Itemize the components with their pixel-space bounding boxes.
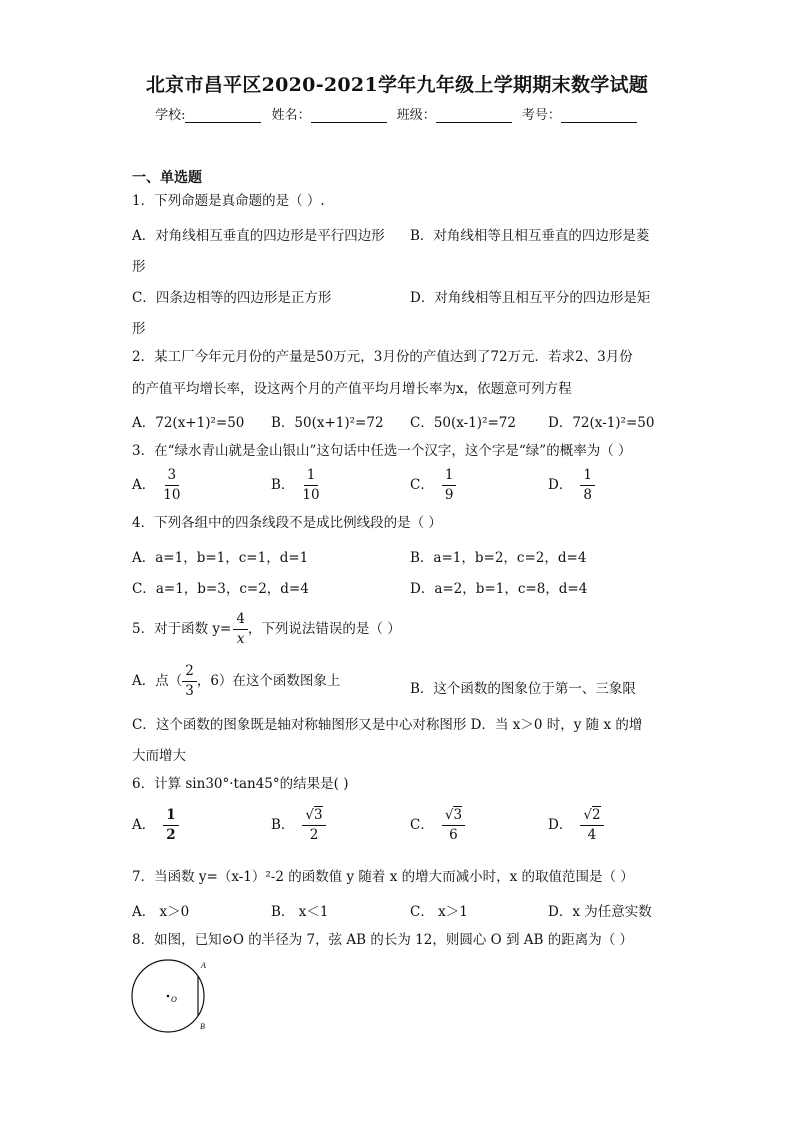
- school-label: 学校:: [155, 108, 186, 123]
- q3-a-num: 3: [165, 468, 180, 486]
- q2-option-c: C．50(x-1)²=72: [410, 415, 516, 431]
- q3-d-num: 1: [580, 468, 595, 486]
- circle-figure: [128, 958, 214, 1036]
- q5-a-pre: A．点（: [132, 673, 183, 689]
- q5-a-post: ，6）在这个函数图象上: [196, 673, 341, 689]
- q3-option-d: [548, 468, 595, 503]
- q5-option-b: B．这个函数的图象位于第一、三象限: [410, 681, 636, 697]
- label-b: B: [200, 1022, 205, 1031]
- q6-option-a: [132, 808, 179, 843]
- exam-no-blank[interactable]: [561, 108, 637, 123]
- q6-c-den: 6: [449, 827, 458, 843]
- q3-a-den: 10: [163, 487, 181, 503]
- q6-b-fraction: [302, 808, 325, 843]
- label-a: A: [201, 961, 206, 970]
- q2-option-d: D．72(x-1)²=50: [548, 415, 655, 431]
- q5-a-fraction: [182, 664, 197, 699]
- q1-option-a: A．对角线相互垂直的四边形是平行四边形: [132, 228, 385, 244]
- q6-d-label: D．: [548, 817, 573, 833]
- q3-d-fraction: [580, 468, 595, 503]
- label-o: O: [171, 995, 177, 1004]
- q6-b-radicand: 3: [314, 807, 323, 823]
- q5-stem: [132, 612, 401, 647]
- q6-b-sqrt-icon: √: [305, 807, 315, 823]
- q1-stem: 1．下列命题是真命题的是（ ）.: [132, 193, 325, 209]
- q3-a-fraction: [163, 468, 180, 503]
- q3-stem: 3．在“绿水青山就是金山银山”这句话中任选一个汉字，这个字是“绿”的概率为（ ）: [132, 443, 632, 459]
- q1-option-c: C．四条边相等的四边形是正方形: [132, 290, 332, 306]
- q3-option-b: [271, 468, 320, 503]
- q6-b-label: B．: [271, 817, 295, 833]
- q5-option-c: C．这个函数的图象既是轴对称轴图形又是中心对称图形 D．当 x＞0 时，y 随 x 的增: [132, 717, 643, 733]
- student-info-line: [0, 104, 794, 123]
- q1-option-d-wrap: 形: [132, 321, 146, 337]
- section-heading: 一、单选题: [132, 170, 202, 186]
- q5-option-a: [132, 664, 340, 699]
- q6-b-num: [302, 808, 325, 826]
- q5-fraction: [233, 612, 248, 647]
- q5-stem-post: ，下列说法错误的是（ ）: [247, 621, 401, 637]
- q6-a-den: 2: [166, 827, 176, 843]
- q1-option-d: D．对角线相等且相互平分的四边形是矩: [410, 290, 651, 306]
- school-blank[interactable]: [185, 108, 261, 123]
- q7-option-a: A． x＞0: [132, 904, 190, 920]
- q2-line2: 的产值平均增长率，设这两个月的产值平均月增长率为x，依题意可列方程: [132, 381, 572, 397]
- q3-d-label: D．: [548, 477, 573, 493]
- q1-option-b: B．对角线相等且相互垂直的四边形是菱: [410, 228, 650, 244]
- q3-b-den: 10: [302, 487, 320, 503]
- q3-b-label: B．: [271, 477, 295, 493]
- q6-b-den: 2: [309, 827, 319, 843]
- q3-c-den: 9: [444, 487, 454, 503]
- q6-c-label: C．: [410, 817, 434, 833]
- q4-option-d: D．a=2，b=1，c=8，d=4: [410, 581, 588, 597]
- q6-d-sqrt-icon: √: [583, 807, 592, 823]
- q5-option-d-wrap: 大而增大: [132, 748, 186, 764]
- q3-c-num: 1: [442, 468, 457, 486]
- q6-d-den: 4: [587, 827, 597, 843]
- q6-c-fraction: [442, 808, 465, 843]
- q6-c-num: [442, 808, 465, 826]
- q6-option-c: [410, 808, 465, 843]
- q6-d-num: [580, 808, 603, 826]
- q4-option-b: B．a=1，b=2，c=2，d=4: [410, 550, 587, 566]
- q6-c-radicand: 3: [453, 807, 463, 823]
- q7-option-d: D．x 为任意实数: [548, 904, 652, 920]
- q7-stem: 7．当函数 y=（x-1）²-2 的函数值 y 随着 x 的增大而减小时，x 的取值范围是（ ）: [132, 869, 634, 885]
- q3-b-fraction: [302, 468, 319, 503]
- q7-option-c: C． x＞1: [410, 904, 468, 920]
- q2-line1: 2．某工厂今年元月份的产量是50万元，3月份的产值达到了72万元．若求2、3月份: [132, 349, 633, 365]
- q6-c-sqrt-icon: √: [444, 807, 454, 823]
- q5-den: x: [236, 631, 245, 647]
- q6-d-fraction: [580, 808, 603, 843]
- q2-option-b: B．50(x+1)²=72: [271, 415, 384, 431]
- q3-d-den: 8: [583, 487, 592, 503]
- class-blank[interactable]: [436, 108, 512, 123]
- page-title: 北京市昌平区2020-2021学年九年级上学期期末数学试题: [145, 74, 649, 96]
- q5-stem-pre: 5．对于函数 y=: [132, 621, 232, 637]
- q4-option-a: A．a=1，b=1，c=1，d=1: [132, 550, 309, 566]
- q3-c-label: C．: [410, 477, 434, 493]
- q3-a-label: A．: [132, 477, 156, 493]
- name-blank[interactable]: [311, 108, 387, 123]
- exam-no-label: 考号：: [521, 108, 561, 123]
- q5-a-num: 2: [182, 664, 197, 682]
- q6-a-num: 1: [163, 808, 178, 826]
- q3-b-num: 1: [304, 468, 319, 486]
- q3-c-fraction: [442, 468, 457, 503]
- q5-num: 4: [233, 612, 248, 630]
- q6-d-radicand: 2: [591, 807, 601, 823]
- center-point: [167, 995, 170, 998]
- q6-a-label: A．: [132, 817, 156, 833]
- q6-a-fraction: [163, 808, 178, 843]
- q8-stem: 8．如图，已知⊙O 的半径为 7，弦 AB 的长为 12，则圆心 O 到 AB 的距离为（ ）: [132, 932, 634, 948]
- q3-option-a: [132, 468, 180, 503]
- q6-option-b: [271, 808, 326, 843]
- q1-option-b-wrap: 形: [132, 259, 146, 275]
- q4-stem: 4．下列各组中的四条线段不是成比例线段的是（ ）: [132, 515, 442, 531]
- q6-option-d: [548, 808, 604, 843]
- q4-option-c: C．a=1，b=3，c=2，d=4: [132, 581, 309, 597]
- name-label: 姓名：: [271, 108, 311, 123]
- q7-option-b: B． x＜1: [271, 904, 329, 920]
- q6-stem: 6．计算 sin30°·tan45°的结果是( ): [132, 776, 349, 792]
- q3-option-c: [410, 468, 456, 503]
- class-label: 班级：: [396, 108, 436, 123]
- q2-option-a: A．72(x+1)²=50: [132, 415, 245, 431]
- q5-a-den: 3: [185, 683, 194, 699]
